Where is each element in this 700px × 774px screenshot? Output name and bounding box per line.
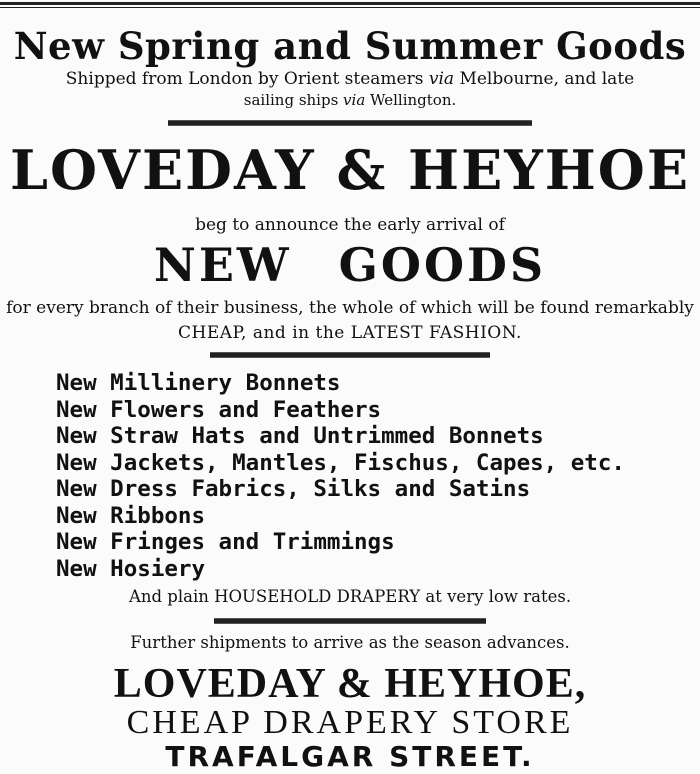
announce-line: beg to announce the early arrival of bbox=[195, 215, 505, 235]
goods-list bbox=[56, 370, 625, 582]
divider-rule bbox=[168, 120, 532, 126]
list-item: New Flowers and Feathers bbox=[56, 396, 382, 423]
list-item: New Ribbons bbox=[56, 502, 206, 529]
shipping-line-1: Shipped from London by Orient steamers via Melbourne, and late bbox=[65, 69, 635, 89]
firm-name-footer: LOVEDAY & HEYHOE, bbox=[113, 661, 587, 707]
household-drapery-line: And plain HOUSEHOLD DRAPERY at very low rates. bbox=[128, 587, 572, 606]
new-goods-heading: NEW GOODS bbox=[153, 238, 547, 292]
list-item: New Fringes and Trimmings bbox=[56, 529, 395, 555]
further-shipments-line: Further shipments to arrive as the season advances. bbox=[130, 633, 570, 652]
list-item: New Straw Hats and Untrimmed Bonnets bbox=[56, 423, 544, 449]
top-border-rule bbox=[0, 2, 700, 5]
store-name: CHEAP DRAPERY STORE bbox=[126, 704, 574, 741]
top-border-thin-rule bbox=[0, 7, 700, 8]
divider-rule bbox=[214, 618, 486, 624]
firm-name-heading: LOVEDAY & HEYHOE bbox=[10, 138, 690, 202]
headline: New Spring and Summer Goods bbox=[13, 24, 687, 68]
list-item: New Dress Fabrics, Silks and Satins bbox=[56, 476, 531, 502]
list-item: New Jackets, Mantles, Fischus, Capes, etc. bbox=[56, 449, 625, 476]
branch-line: for every branch of their business, the whole of which will be found remarkably bbox=[6, 298, 694, 318]
list-item: New Millinery Bonnets bbox=[56, 370, 341, 396]
list-item: New Hosiery bbox=[56, 555, 206, 582]
divider-rule bbox=[210, 352, 490, 358]
fashion-line: CHEAP, and in the LATEST FASHION. bbox=[178, 323, 522, 343]
shipping-line-2: sailing ships via Wellington. bbox=[243, 91, 457, 109]
street-name: TRAFALGAR STREET. bbox=[165, 740, 535, 773]
